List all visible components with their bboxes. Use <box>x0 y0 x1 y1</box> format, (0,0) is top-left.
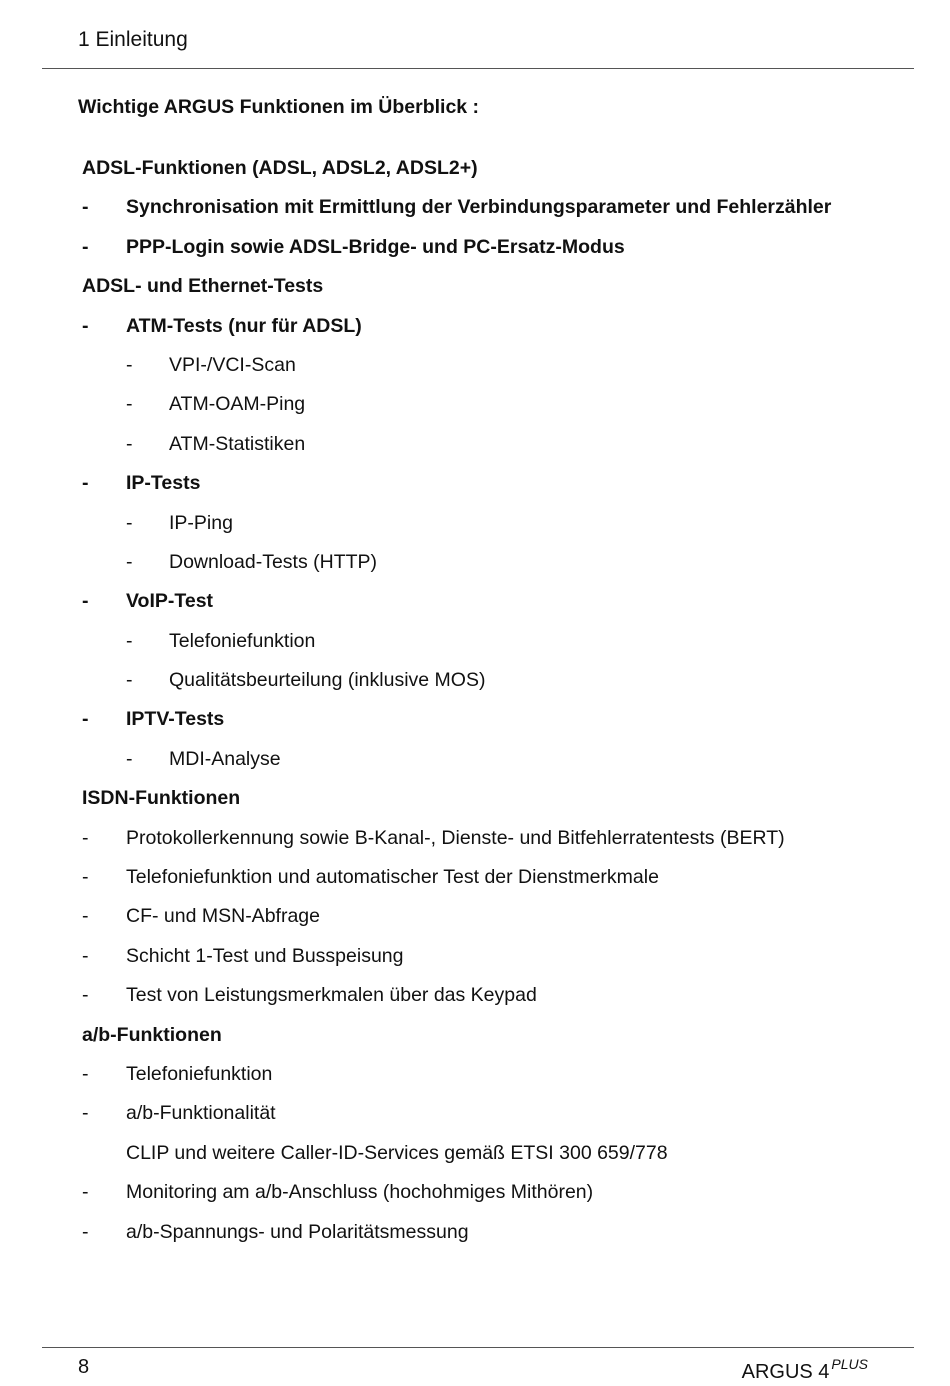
list-item <box>82 467 912 506</box>
list-item-text: a/b-Funktionen <box>82 1023 222 1046</box>
list-item-text: ATM-Tests (nur für ADSL) <box>126 314 362 337</box>
list-heading <box>82 152 912 191</box>
list-item-text: ATM-OAM-Ping <box>169 393 306 416</box>
list-item <box>82 940 912 979</box>
list-item-text: PPP-Login sowie ADSL-Bridge- und PC-Ersatz-Modus <box>126 235 625 258</box>
list-item <box>82 388 912 427</box>
list-item-text: Protokollerkennung sowie B-Kanal-, Dienste- und Bitfehlerratentests (BERT) <box>126 826 785 849</box>
bullet-dash: - <box>82 196 89 219</box>
bullet-dash: - <box>126 669 133 692</box>
bullet-dash: - <box>82 866 89 889</box>
bullet-dash: - <box>82 1220 89 1243</box>
feature-list <box>82 152 912 1255</box>
list-item <box>82 546 912 585</box>
list-item-text: CF- und MSN-Abfrage <box>126 905 320 928</box>
list-item <box>82 310 912 349</box>
list-item <box>82 703 912 742</box>
list-item <box>82 1097 912 1136</box>
list-item-text: Schicht 1-Test und Busspeisung <box>126 944 404 967</box>
list-item <box>82 231 912 270</box>
bullet-dash: - <box>126 747 133 770</box>
list-item-text: ADSL-Funktionen (ADSL, ADSL2, ADSL2+) <box>82 157 478 179</box>
header-rule <box>42 68 914 69</box>
bullet-dash: - <box>82 1062 89 1085</box>
bullet-dash: - <box>126 393 133 416</box>
bullet-dash: - <box>82 984 89 1007</box>
list-item-text: IP-Tests <box>126 472 201 495</box>
list-item <box>82 1058 912 1097</box>
list-item <box>82 822 912 861</box>
bullet-dash: - <box>82 314 89 337</box>
list-heading <box>82 782 912 821</box>
bullet-dash: - <box>126 550 133 573</box>
bullet-dash: - <box>82 472 89 495</box>
list-item-text: IP-Ping <box>169 511 233 534</box>
list-item-text: CLIP und weitere Caller-ID-Services gemäß ETSI 300 659/778 <box>126 1141 668 1164</box>
list-item-text: Telefoniefunktion <box>126 1062 273 1085</box>
list-item <box>82 1176 912 1215</box>
bullet-dash: - <box>82 1102 89 1125</box>
bullet-dash: - <box>82 1181 89 1204</box>
list-item <box>82 1137 912 1176</box>
list-item-text: a/b-Spannungs- und Polaritätsmessung <box>126 1220 469 1243</box>
bullet-dash: - <box>126 432 133 455</box>
list-item <box>82 664 912 703</box>
bullet-dash: - <box>82 944 89 967</box>
list-item-text: Download-Tests (HTTP) <box>169 550 378 573</box>
list-item-text: Monitoring am a/b-Anschluss (hochohmiges Mithören) <box>126 1181 594 1204</box>
list-item-text: MDI-Analyse <box>169 747 281 770</box>
list-item <box>82 861 912 900</box>
page-header-title: 1 Einleitung <box>78 28 188 51</box>
list-item <box>82 428 912 467</box>
product-name-suffix: PLUS <box>831 1356 868 1372</box>
list-item <box>82 507 912 546</box>
section-heading: Wichtige ARGUS Funktionen im Überblick : <box>78 96 480 118</box>
list-item <box>82 900 912 939</box>
list-item-text: Qualitätsbeurteilung (inklusive MOS) <box>169 669 486 692</box>
bullet-dash: - <box>82 235 89 258</box>
list-item <box>82 743 912 782</box>
product-name-main: ARGUS 4 <box>741 1361 830 1383</box>
product-name <box>742 1356 868 1384</box>
bullet-dash: - <box>126 629 133 652</box>
footer-rule <box>42 1347 914 1348</box>
list-heading <box>82 270 912 309</box>
bullet-dash: - <box>126 511 133 534</box>
list-item <box>82 625 912 664</box>
list-heading <box>82 1019 912 1058</box>
bullet-dash: - <box>82 826 89 849</box>
list-item <box>82 979 912 1018</box>
list-item-text: ISDN-Funktionen <box>82 787 241 810</box>
list-item-text: VPI-/VCI-Scan <box>169 353 296 376</box>
bullet-dash: - <box>126 353 133 376</box>
bullet-dash: - <box>82 708 89 731</box>
page-number: 8 <box>78 1356 90 1378</box>
list-item-text: VoIP-Test <box>126 590 214 613</box>
bullet-dash: - <box>82 590 89 613</box>
list-item-text: IPTV-Tests <box>126 708 225 731</box>
list-item-text: Synchronisation mit Ermittlung der Verbindungsparameter und Fehlerzähler <box>126 196 832 219</box>
list-item-text: Telefoniefunktion und automatischer Test der Dienstmerkmale <box>126 866 659 889</box>
list-item-text: Test von Leistungsmerkmalen über das Keypad <box>126 984 537 1007</box>
list-item-text: Telefoniefunktion <box>169 629 316 652</box>
list-item <box>82 191 912 230</box>
list-item-text: ATM-Statistiken <box>169 432 306 455</box>
list-item <box>82 1216 912 1255</box>
list-item-text: a/b-Funktionalität <box>126 1102 276 1125</box>
list-item <box>82 585 912 624</box>
bullet-dash: - <box>82 905 89 928</box>
list-item <box>82 349 912 388</box>
list-item-text: ADSL- und Ethernet-Tests <box>82 275 324 298</box>
